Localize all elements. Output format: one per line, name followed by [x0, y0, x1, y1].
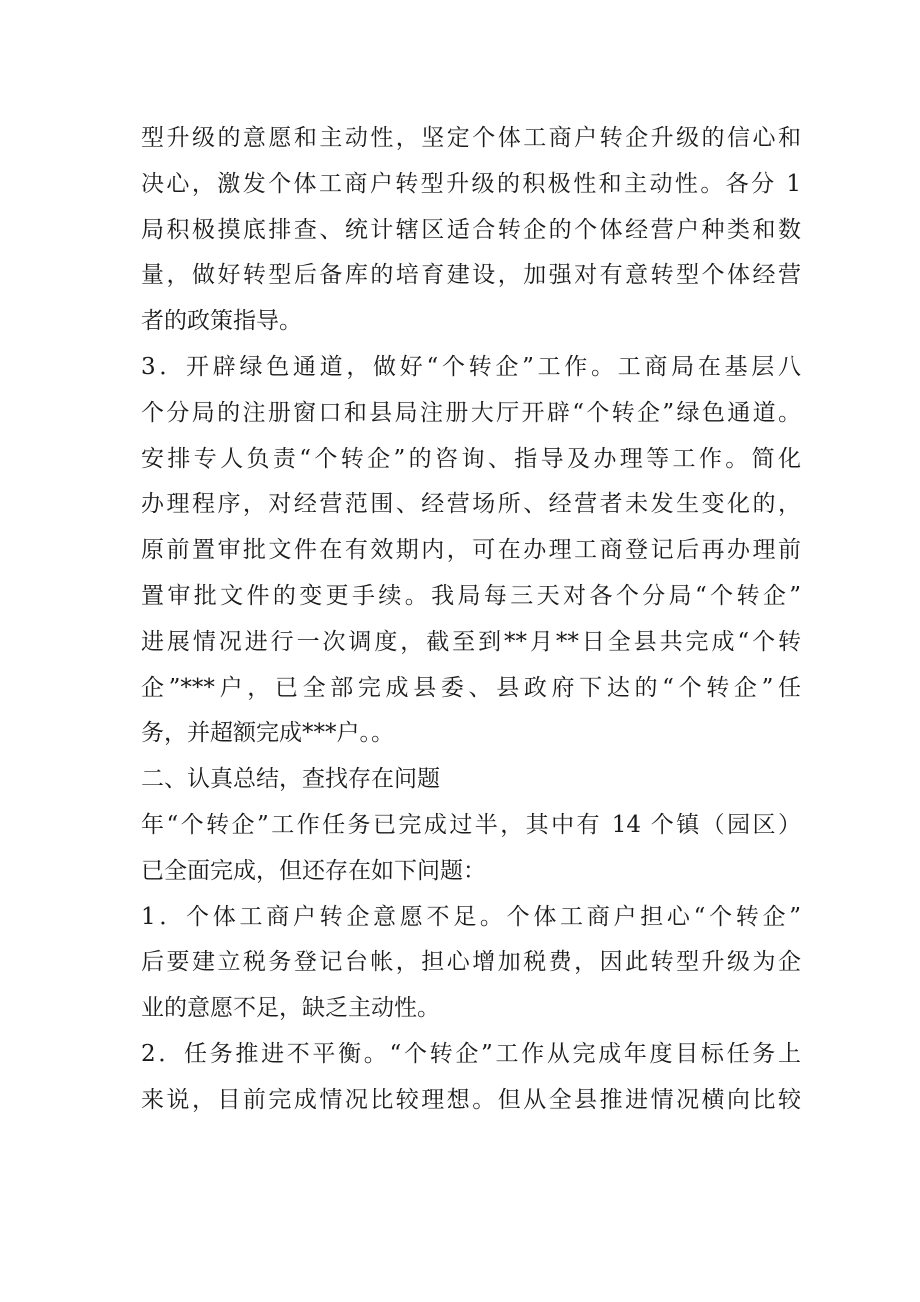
- text-line: 已全面完成，但还存在如下问题：: [141, 857, 486, 884]
- text-line: 原前置审批文件在有效期内，可在办理工商登记后再办理前: [141, 537, 801, 564]
- text-line: 1．个体工商户转企意愿不足。个体工商户担心“个转企”: [141, 903, 801, 930]
- text-line: 局积极摸底排查、统计辖区适合转企的个体经营户种类和数: [141, 216, 801, 243]
- text-line: 年“个转企”工作任务已完成过半，其中有 14 个镇（园区）: [141, 811, 801, 838]
- text-line: 办理程序，对经营范围、经营场所、经营者未发生变化的，: [141, 491, 801, 518]
- text-line: 决心，激发个体工商户转型升级的积极性和主动性。各分 1: [141, 170, 801, 197]
- text-line: 进展情况进行一次调度，截至到**月**日全县共完成“个转: [141, 628, 801, 655]
- document-body: [141, 116, 801, 1124]
- text-line: 者的政策指导。: [141, 308, 302, 335]
- text-line: 业的意愿不足，缺乏主动性。: [141, 995, 440, 1022]
- text-line: 安排专人负责“个转企”的咨询、指导及办理等工作。简化: [141, 445, 801, 472]
- text-line: 型升级的意愿和主动性，坚定个体工商户转企升级的信心和: [141, 125, 801, 151]
- text-line: 2．任务推进不平衡。“个转企”工作从完成年度目标任务上: [141, 1040, 801, 1067]
- text-line: 个分局的注册窗口和县局注册大厅开辟“个转企”绿色通道。: [141, 399, 801, 426]
- text-line: 务，并超额完成***户。。: [141, 720, 394, 747]
- text-line: 后要建立税务登记台帐，担心增加税费，因此转型升级为企: [141, 949, 801, 976]
- text-line: 二、认真总结，查找存在问题: [141, 766, 440, 793]
- text-line: 3．开辟绿色通道，做好“个转企”工作。工商局在基层八: [141, 353, 801, 380]
- text-line: 来说，目前完成情况比较理想。但从全县推进情况横向比较: [141, 1086, 801, 1113]
- text-line: 量，做好转型后备库的培育建设，加强对有意转型个体经营: [141, 262, 801, 289]
- text-line: 企”***户，已全部完成县委、县政府下达的“个转企”任: [141, 674, 801, 701]
- text-line: 置审批文件的变更手续。我局每三天对各个分局“个转企”: [141, 582, 801, 609]
